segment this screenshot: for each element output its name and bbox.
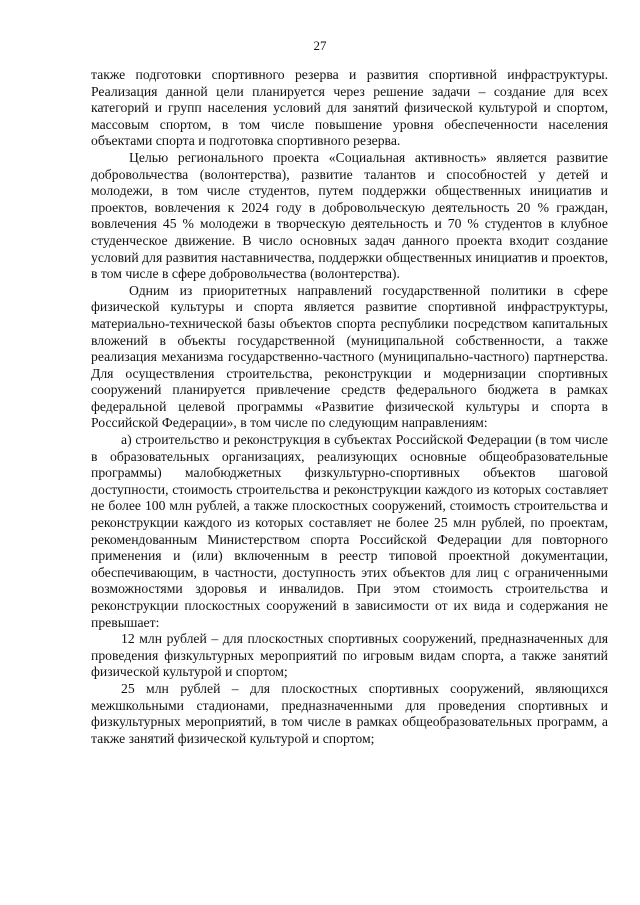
paragraph-social-activity: Целью регионального проекта «Социальная активность» является развитие добровольчества (волонтерства), развитие талантов и способностей у детей и молодежи, в том числе студентов, путем поддержки общественных инициатив и проектов, вовлечения к 2024 году в добровольческую деятельность 20 % граждан, вовлечения 45 % молодежи в творческую деятельность и 70 % студентов в клубное студенческое движение. В число основных задач данного проекта входит создание условий для развития наставничества, поддержки общественных инициатив и проектов, в том числе в сфере добровольчества (волонтерства). <box>91 149 608 282</box>
body-text <box>91 67 608 747</box>
page-number: 27 <box>313 38 327 53</box>
paragraph-continuation: также подготовки спортивного резерва и развития спортивной инфраструктуры. Реализация данной цели планируется через решение задачи – создание для всех категорий и групп населения условий для занятий физической культурой и спортом, массовым спортом, в том числе повышение уровня обеспеченности населения объектами спорта и подготовка спортивного резерва. <box>91 67 608 149</box>
paragraph-item-a: а) строительство и реконструкция в субъектах Российской Федерации (в том числе в образовательных организациях, реализующих основные общеобразовательные программы) малобюджетных физкультурно-спортивных объектов шаговой доступности, стоимость строительства и реконструкции каждого из которых составляет не более 100 млн рублей, а также плоскостных сооружений, стоимость строительства и реконструкции каждого из которых составляет не более 25 млн рублей, по проектам, рекомендованным Министерством спорта Российской Федерации для повторного применения и (или) включенным в реестр типовой проектной документации, обеспечивающим, в частности, доступность этих объектов для лиц с ограниченными возможностями здоровья и инвалидов. При этом стоимость строительства и реконструкции плоскостных сооружений в зависимости от их вида и содержания не превышает: <box>91 432 608 630</box>
paragraph-limit-25m: 25 млн рублей – для плоскостных спортивных сооружений, являющихся межшкольными стадионами, предназначенными для проведения спортивных и физкультурных мероприятий, в том числе в рамках общеобразовательных программ, а также занятий физической культурой и спортом; <box>91 680 608 746</box>
paragraph-sport-infrastructure: Одним из приоритетных направлений государственной политики в сфере физической культуры и спорта является развитие спортивной инфраструктуры, материально-технической базы объектов спорта республики посредством капитальных вложений в объекты государственной (муниципальной собственности, а также реализация механизма государственно-частного (муниципально-частного) партнерства. Для осуществления строительства, реконструкции и модернизации спортивных сооружений планируется привлечение средств федерального бюджета в рамках федеральной целевой программы «Развитие физической культуры и спорта в Российской Федерации», в том числе по следующим направлениям: <box>91 282 608 431</box>
paragraph-limit-12m: 12 млн рублей – для плоскостных спортивных сооружений, предназначенных для проведения физкультурных мероприятий по игровым видам спорта, а также занятий физической культурой и спортом; <box>91 631 608 680</box>
